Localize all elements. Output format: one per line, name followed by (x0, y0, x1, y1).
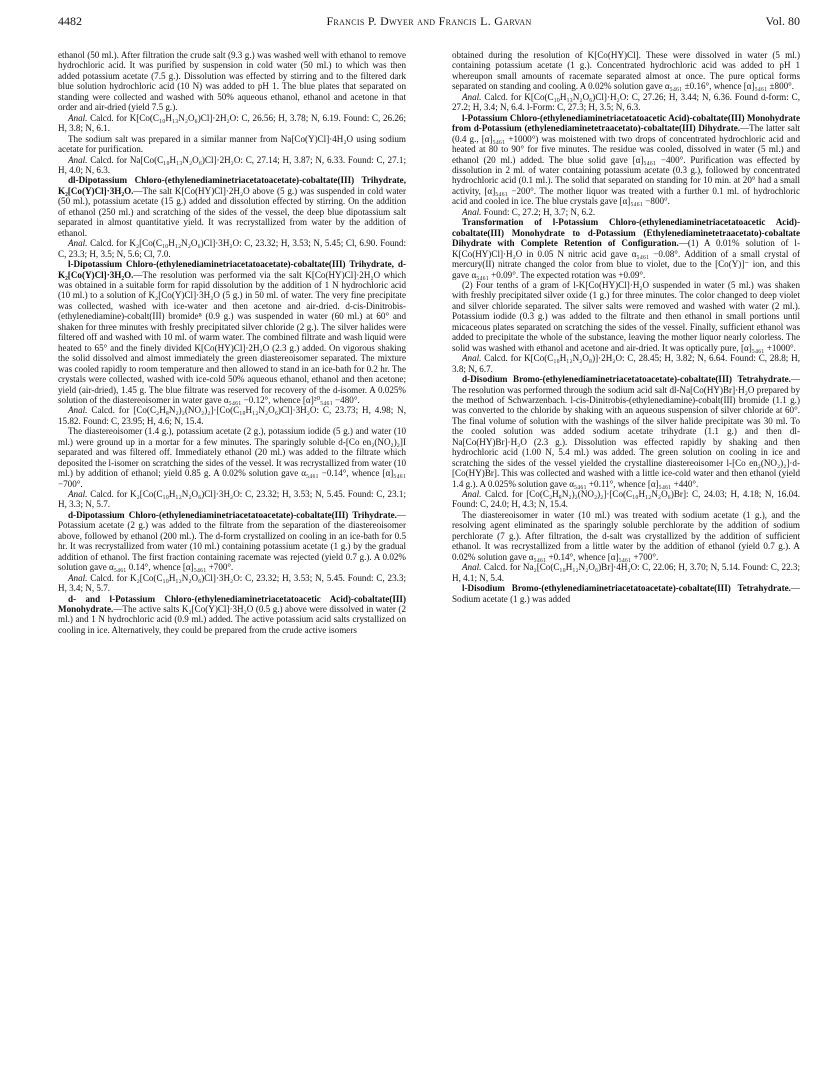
analysis-line (58, 573, 406, 594)
section-body: —The salt K[Co(HY)Cl]·2H₂O above (5 g.) was suspended in cold water (50 ml.), potassium acetate (15 g.) added and dissolution effected by stirring. On the addition of ethanol (250 ml.) and scratching of the sides of the vessel, the deep blue dipotassium salt separated in almost quantitative yield. It was recrystallized from water by the addition of ethanol. (58, 185, 406, 238)
analysis-line (452, 92, 800, 113)
section-paragraph (452, 583, 800, 604)
analysis-label: Anal. (462, 562, 482, 573)
analysis-line (452, 207, 800, 217)
paragraph-continued: obtained during the resolution of K[Co(HY)Cl]. These were dissolved in water (5 ml.) containing potassium acetate (1 g.). Concentrated hydrochloric acid was added to pH 1 whereupon small amounts of racemate separated almost at once. The pure optical forms separated on standing and cooling. A 0.02% solution gave α₅₄₆₁ ±0.16°, whence [α]₅₄₆₁ ±800°. (452, 50, 800, 92)
section-body: —The resolution was performed through the sodium acid salt dl-Na[Co(HY)Br]·H₂O prepared by the method of Schwarzenbach. l-cis-Dinitrobis-(ethylenediamine)-cobalt(III) bromide (1.1 g.) was converted to the chloride by shaking with an aqueous suspension of silver chloride at 60°. The final volume of solution with the washings of the silver halide precipitate was 30 ml. To the cooled solution was added sodium acetate trihydrate (1.1 g.) and then dl-Na[Co(HY)Br]·H₂O (2.3 g.). Dissolution was effected rapidly by shaking and then hydrochloric acid (1.00 N, 5.4 ml.) was added. The green solution on cooling in ice and scratching the sides of the vessel yielded the crystalline diastereoisomer l-[Co en₂(NO₂)₂]·d-[Co(HY)Br]. This was collected and washed with a little ice-cold water and then ethanol (yield 1.4 g.). A 0.025% solution gave α₅₄₆₁ +0.11°, whence [α]₅₄₆₁ +440°. (452, 374, 800, 489)
section-paragraph (58, 175, 406, 238)
analysis-label: Anal. (68, 489, 88, 500)
section-heading: d-Dipotassium Chloro-(ethylenediaminetriacetatoacetate)-cobaltate(III) Trihydrate. (68, 509, 397, 520)
analysis-label: Anal. (68, 405, 88, 416)
analysis-values: Calcd. for K[Co(C₁₀H₁₂N₂O₈)]·2H₂O: C, 28.45; H, 3.82; N, 6.64. Found: C, 28.8; H, 3.8; N, 6.7. (452, 353, 800, 374)
paragraph: The sodium salt was prepared in a similar manner from Na[Co(Y)Cl]·4H₂O using sodium acetate for purification. (58, 133, 406, 155)
analysis-values: Calcd. for K₂[Co(C₁₀H₁₂N₂O₆)Cl]·3H₂O: C, 23.32; H, 3.53; N, 5.45. Found: C, 23.3; H, 3.4; N, 5.7. (58, 572, 406, 594)
analysis-line (452, 489, 800, 510)
section-body: —The active salts K₂[Co(Y)Cl]·3H₂O (0.5 g.) above were dissolved in water (2 ml.) and 1 N hydrochloric acid (0.9 ml.) added. The active potassium acid salts crystallized on cooling in ice. Alternatively, they could be prepared from the crude active isomers (58, 604, 406, 635)
section-heading: Transformation of l-Potassium Chloro-(ethylenediaminetriacetatoacetic Acid)-cobaltate(III) Monohydrate to d-Potassium (Ethylenediaminetetraacetato)-cobaltate Dihydrate with Complete Retention of Configuration. (452, 217, 800, 249)
analysis-label: Anal. (68, 572, 88, 583)
analysis-values: Calcd. for K₂[Co(C₁₀H₁₂N₂O₆)Cl]·3H₂O: C, 23.32; H, 3.53; N, 5.45. Found: C, 23.1; H, 3.3; N, 5.7. (58, 489, 406, 510)
page-number: 4482 (58, 14, 82, 28)
analysis-values: Calcd. for Na[Co(C₁₀H₁₃N₂O₆)Cl]·2H₂O: C, 27.14; H, 3.87; N, 6.33. Found: C, 27.1; H, 4.0; N, 6.3. (58, 154, 406, 175)
section-body: —The resolution was performed via the salt K[Co(HY)Cl]·2H₂O which was obtained in a suitable form for rapid dissolution by the addition of 1 N hydrochloric acid (10 ml.) to a solution of K₂[Co(Y)Cl]·3H₂O (5 g.) in 50 ml. of water. The very fine precipitate was collected, washed with ice-water and then acetone and air-dried. d-cis-Dinitrobis-(ethylenediamine)-cobalt(III) bromide⁸ (0.9 g.) was suspended in water (60 ml.) at 60° and shaken for three minutes with freshly precipitated silver chloride (2 g.). The silver halides were filtered off and washed with 10 ml. of warm water. The combined filtrate and wash liquid were heated to 65° and the finely divided K[Co(HY)Cl]·2H₂O (2.3 g.) added. On vigorous shaking the solid dissolved and almost immediately the green diastereoisomer separated. The mixture was cooled rapidly to room temperature and then allowed to stand in an ice-bath for 0.2 hr. The crystals were collected, washed with ice-cold 50% aqueous ethanol, ethanol and then acetone; yield (air-dried), 1.45 g. The blue filtrate was reserved for recovery of the d-isomer. A 0.025% solution of the diastereoisomer in water gave α₅₄₆₁ −0.12°, whence [α]²⁰₅₄₆₁ −480°. (58, 269, 406, 405)
analysis-values: Calcd. for K[Co(C₁₀H₁₃N₂O₆)Cl]·H₂O: C, 27.26; H, 3.44; N, 6.36. Found d-form: C, 27.2; H, 3.4; N, 6.4. l-Form: C, 27.3; H, 3.5; N, 6.3. (452, 91, 800, 113)
section-paragraph (58, 510, 406, 573)
analysis-line (58, 489, 406, 510)
left-column (58, 50, 406, 1060)
section-body: —Sodium acetate (1 g.) was added (452, 583, 800, 604)
analysis-label: Anal. (68, 154, 88, 165)
section-paragraph (452, 374, 800, 489)
section-heading: l-Potassium Chloro-(ethylenediaminetriacetatoacetic Acid)-cobaltate(III) Monohydrate from d-Potassium (ethylenediaminetetraacetato)-cobaltate(III) Dihydrate. (452, 112, 800, 134)
analysis-values: Found: C, 27.2; H, 3.7; N, 6.2. (483, 206, 596, 217)
analysis-values: Calcd. for K[Co(C₁₀H₁₃N₂O₆)Cl]·2H₂O: C, 26.56; H, 3.78; N, 6.19. Found: C, 26.26; H, 3.8; N, 6.1. (58, 112, 406, 134)
analysis-line (58, 405, 406, 426)
section-heading: d-Disodium Bromo-(ethylenediaminetriacetatoacetate)-cobaltate(III) Tetrahydrate. (462, 374, 791, 385)
analysis-line (58, 155, 406, 176)
analysis-label: Anal. (68, 238, 88, 249)
volume-label: Vol. 80 (765, 14, 800, 28)
analysis-line (58, 113, 406, 134)
paragraph: The diastereoisomer in water (10 ml.) was treated with sodium acetate (1 g.), and the resolving agent eliminated as the sparingly soluble perchlorate by the addition of sodium perchlorate (7 g.). After filtration, the d-salt was crystallized by the addition of sufficient ethanol. It was recrystallized from a little water by the addition of ethanol (yield 0.7 g.). A 0.02% solution gave α₅₄₆₁ +0.14°, whence [α]₅₄₆₁ +700°. (452, 509, 800, 562)
section-paragraph (452, 217, 800, 280)
analysis-label: Anal. (462, 489, 482, 500)
analysis-label: Anal. (462, 206, 482, 217)
right-column (452, 50, 800, 1060)
section-heading: dl-Dipotassium Chloro-(ethylenediaminetriacetatoacetate)-cobaltate(III) Trihydrate, K₂[Co(Y)Cl]·3H₂O. (58, 175, 406, 196)
running-header (58, 14, 800, 32)
analysis-values: Calcd. for K₂[Co(C₁₀H₁₂N₂O₆)Cl]·3H₂O: C, 23.32; H, 3.53; N, 5.45; Cl, 6.90. Found: C, 23.3; H, 3.5; N, 5.6; Cl, 7.0. (58, 238, 406, 259)
section-paragraph (452, 113, 800, 207)
section-paragraph (58, 259, 406, 405)
analysis-label: Anal. (462, 91, 482, 102)
section-body: —Potassium acetate (2 g.) was added to the filtrate from the separation of the diastereoisomer above, followed by ethanol (200 ml.). The d-form crystallized on cooling in an ice-bath for 0.5 hr. It was recrystallized from water (10 ml.) containing potassium acetate (1 g.) by the gradual addition of ethanol. The first fraction containing racemate was rejected (yield 0.7 g.). A 0.02% solution gave α₅₄₆₁ 0.14°, whence [α]₅₄₆₁ +700°. (58, 509, 406, 573)
analysis-line (452, 562, 800, 583)
section-body: —The latter salt (0.4 g., [α]₅₄₆₁ +1000°) was moistened with two drops of concentrated hydrochloric acid and heated at 80 to 90° for five minutes. The residue was cooled, dissolved in water (5 ml.) and ethanol (20 ml.) added. The blue solid gave [α]₅₄₆₁ −400°. Purification was effected by dissolution in 2 ml. of water containing potassium acetate (0.3 g.), followed by concentrated hydrochloric acid (0.1 ml.). The solid that separated on standing for 10 min. at 20° had a small activity, [α]₅₄₆₁ −200°. The mother liquor was treated with a further 0.1 ml. of hydrochloric acid and cooled in ice. The blue crystals gave [α]₅₄₆₁ −800°. (452, 123, 800, 207)
section-heading: l-Disodium Bromo-(ethylenediaminetriacetatoacetate)-cobaltate(III) Tetrahydrate. (462, 583, 791, 594)
analysis-values: Calcd. for Na₂[Co(C₁₀H₁₂N₂O₆)Br]·4H₂O: C, 22.06; H, 3.70; N, 5.14. Found: C, 22.3; H, 4.1; N, 5.4. (452, 562, 800, 583)
analysis-label: Anal. (68, 112, 88, 123)
analysis-values: Calcd. for [Co(C₂H₈N₂)₂(NO₂)₂]·[Co(C₁₀H₁₂N₂O₆)Cl]·3H₂O: C, 23.73; H, 4.98; N, 15.82. Found: C, 23.95; H, 4.6; N, 15.4. (58, 405, 406, 426)
section-heading: l-Dipotassium Chloro-(ethylenediaminetriacetatoacetate)-cobaltate(III) Trihydrate, d-K₂[Co(Y)Cl]·3H₂O. (58, 259, 406, 280)
analysis-values: Calcd. for [Co(C₂H₈N₂)₂(NO₂)₂]·[Co(C₁₀H₁₂N₂O₆)Br]: C, 24.03; H, 4.18; N, 16.04. Found: C, 24.0; H, 4.3; N, 15.4. (452, 489, 800, 510)
paragraph: The diastereoisomer (1.4 g.), potassium acetate (2 g.), potassium iodide (5 g.) and water (10 ml.) were ground up in a mortar for a few minutes. The sparingly soluble d-[Co en₂(NO₂)₂]I separated and was filtered off. Immediately ethanol (20 ml.) was added to the filtrate which deposited the l-isomer on scratching the sides of the vessel. It was recrystallized from water (10 ml.) by addition of ethanol; yield 0.85 g. A 0.02% solution gave α₅₄₆₁ −0.14°, whence [α]₅₄₆₁ −700°. (58, 426, 406, 489)
section-paragraph (58, 594, 406, 636)
analysis-line (452, 353, 800, 374)
paragraph-continued: ethanol (50 ml.). After filtration the crude salt (9.3 g.) was washed well with ethanol to remove hydrochloric acid. It was purified by suspension in cold water (50 ml.) to which was then added potassium acetate (7.5 g.). Dissolution was effected by stirring and to the filtered dark blue solution hydrochloric acid (10 N) was added to pH 1. The blue plates that separated on standing were collected and washed with 50% aqueous ethanol, ethanol and acetone in that order and air-dried (yield 7.5 g.). (58, 50, 406, 113)
section-heading: d- and l-Potassium Chloro-(ethylenediaminetriacetatoacetic Acid)-cobaltate(III) Monohydrate. (58, 593, 406, 615)
section-body: —(1) A 0.01% solution of l-K[Co(HY)Cl]·H₂O in 0.05 N nitric acid gave α₅₄₆₁ −0.08°. Addition of a small crystal of mercury(II) nitrate changed the color from blue to violet, due to the [Co(Y)]⁻ ion, and this gave α₅₄₆₁ +0.09°. The expected rotation was +0.09°. (452, 238, 800, 280)
analysis-label: Anal. (462, 353, 482, 364)
running-title: Francis P. Dwyer and Francis L. Garvan (326, 14, 532, 28)
analysis-line (58, 238, 406, 259)
paragraph: (2) Four tenths of a gram of l-K[Co(HY)Cl]·H₂O suspended in water (5 ml.) was shaken with freshly precipitated silver oxide (1 g.) for three minutes. The color changed to deep violet and silver chloride separated. The silver salts were removed and washed with water (2 ml.). Potassium iodide (0.3 g.) was added to the filtrate and then ethanol in small portions until micaceous plates separated on scratching the sides of the vessel. Finally, sufficient ethanol was added to precipitate the whole of the substance, leaving the mother liquor nearly colorless. The solid was washed with ethanol and acetone and air-dried. It was optically pure, [α]₅₄₆₁ +1000°. (452, 279, 800, 353)
